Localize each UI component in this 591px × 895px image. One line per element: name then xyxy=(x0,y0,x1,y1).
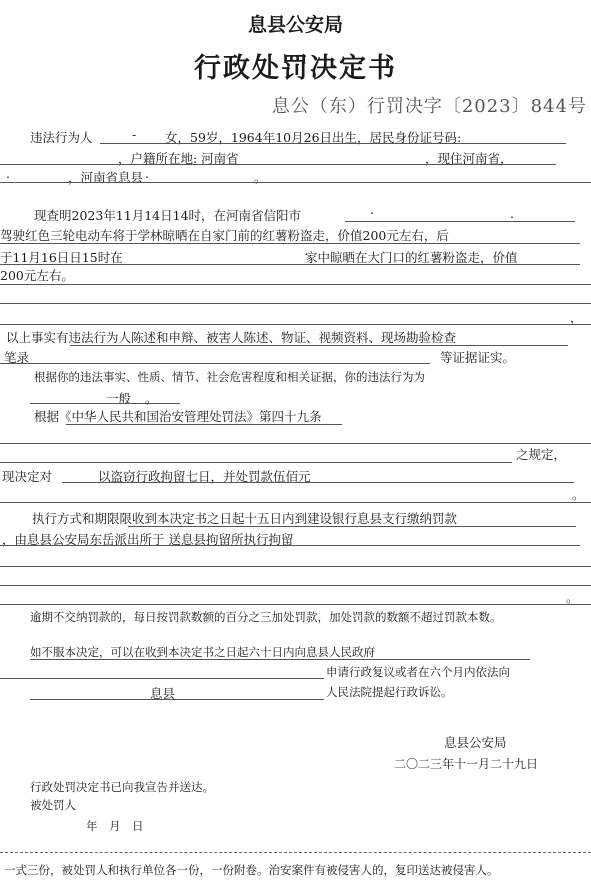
rule-line xyxy=(0,182,591,183)
redaction-dot-b: . xyxy=(145,166,149,181)
decision-text: 以盗窃行政拘留七日，并处罚款伍佰元 xyxy=(98,469,311,484)
appeal-line-2: 申请行政复议或者在六个月内依法向 xyxy=(326,665,510,679)
footer-divider xyxy=(0,852,591,853)
evidence-line-2b: 等证据证实。 xyxy=(440,350,516,365)
execution-line-1: 执行方式和期限限收到本决定书之日起十五日内到建设银行息县支行缴纳罚款 xyxy=(32,511,458,526)
execution-underline-2 xyxy=(0,545,580,546)
facts-line-3b: 家中晾晒在大门口的红薯粉盗走，价值 xyxy=(305,250,518,265)
evidence-underline xyxy=(70,345,568,346)
facts-underline-3 xyxy=(0,264,580,265)
facts-line-2: 驾驶红色三轮电动车将于学林晾晒在自家门前的红薯粉盗走，价值200元左右，后 xyxy=(0,228,449,243)
decision-label: 现决定对 xyxy=(2,469,53,484)
household-registration: ，户籍所在地: 河南省 xyxy=(118,151,239,166)
legal-basis: 根据《中华人民共和国治安管理处罚法》第四十九条 xyxy=(34,409,322,424)
evidence-line-1: 以上事实有违法行为人陈述和申辩、被害人陈述、物证、视频资料、现场勘验检查 xyxy=(6,330,457,345)
offender-details: 女，59岁，1964年10月26日出生，居民身份证号码: xyxy=(165,130,462,145)
document-number: 息公（东）行罚决字〔2023〕844号 xyxy=(271,96,587,117)
facts-underline-2 xyxy=(0,243,580,244)
rule-line xyxy=(0,585,591,586)
rule-line xyxy=(0,502,591,503)
rule-line xyxy=(0,303,591,304)
judgment-line-1: 根据你的违法事实、性质、情节、社会危害程度和相关证据，你的违法行为为 xyxy=(34,370,425,384)
offender-dash: - xyxy=(132,127,137,142)
court-underline xyxy=(30,699,324,700)
severity-period: 。 xyxy=(145,391,158,406)
rule-line xyxy=(0,443,591,444)
footer-note: 一式三份，被处罚人和执行单位各一份，一份附卷。治安案件有被侵害人的，复印送达被侵害人。 xyxy=(4,863,499,877)
signing-authority: 息县公安局 xyxy=(444,735,507,750)
execution-line-2: ，由息县公安局东岳派出所于 送息县拘留所执行拘留 xyxy=(2,532,294,547)
provision-tail: 之规定， xyxy=(516,447,567,462)
execution-underline xyxy=(128,526,576,527)
address-period: 。 xyxy=(254,170,267,185)
decision-underline xyxy=(62,482,574,483)
rule-line xyxy=(0,566,591,567)
overdue-notice: 逾期不交纳罚款的，每日按罚款数额的百分之三加处罚款，加处罚款的数额不超过罚款本数。 xyxy=(30,610,502,624)
current-residence: ，现住河南省， xyxy=(425,151,513,166)
redaction-dot-d: . xyxy=(510,206,514,221)
address-tail: ，河南省息县 xyxy=(68,170,144,185)
delivery-line-2: 被处罚人 xyxy=(30,798,76,812)
rule-line xyxy=(0,284,591,285)
facts-line-1: 现查明2023年11月14日14时，在河南省信阳市 xyxy=(34,208,302,223)
document-title: 行政处罚决定书 xyxy=(194,53,397,84)
evidence-blank xyxy=(0,363,430,364)
appeal-line-1: 如不服本决定，可以在收到本决定书之日起六十日内向息县人民政府 xyxy=(30,645,375,659)
evidence-line-2a: 笔录 xyxy=(4,350,30,365)
facts-line-3a: 于11月16日日15时在 xyxy=(0,250,123,265)
provision-underline xyxy=(0,462,512,463)
location-blank xyxy=(345,221,575,222)
appeal-line-3: 人民法院提起行政诉讼。 xyxy=(326,685,453,699)
execution-period: 。 xyxy=(566,590,579,605)
signing-date: 二〇二三年十一月二十九日 xyxy=(394,757,539,771)
severity-value: 一般 xyxy=(106,391,132,406)
court-name: 息县 xyxy=(150,686,176,701)
facts-line-4: 200元左右。 xyxy=(0,268,74,283)
facts-comma: ， xyxy=(570,310,583,325)
appeal-blank xyxy=(0,678,324,679)
delivery-date-placeholder: 年 月 日 xyxy=(86,819,144,833)
offender-label: 违法行为人 xyxy=(30,130,93,145)
redaction-dot-a: . xyxy=(6,166,10,181)
decision-period: 。 xyxy=(572,487,585,502)
offender-underline xyxy=(100,143,566,144)
delivery-line-1: 行政处罚决定书已向我宣告并送达。 xyxy=(30,780,214,794)
appeal-underline xyxy=(30,659,530,660)
residence-underline xyxy=(0,164,556,165)
rule-line xyxy=(0,604,591,605)
basis-underline xyxy=(66,424,342,425)
issuing-authority: 息县公安局 xyxy=(247,14,343,36)
redaction-dot-c: . xyxy=(370,202,374,217)
rule-line xyxy=(0,324,591,325)
